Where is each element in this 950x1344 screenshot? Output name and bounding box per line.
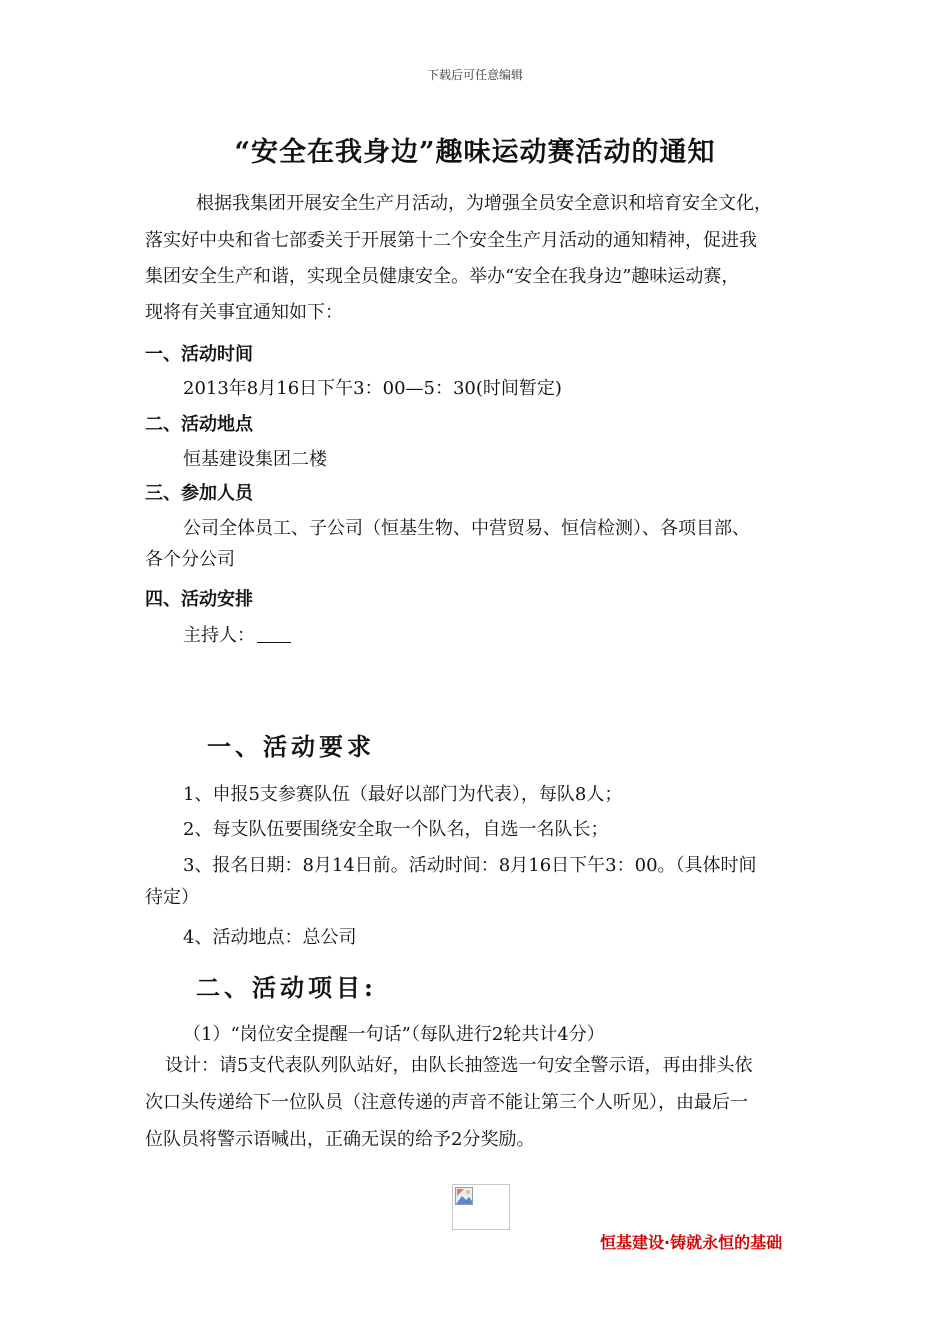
section-heading-time: 一、活动时间 bbox=[145, 344, 253, 365]
host-label: 主持人： bbox=[183, 625, 255, 646]
page-title: “安全在我身边”趣味运动赛活动的通知 bbox=[234, 137, 716, 168]
host-blank bbox=[257, 626, 291, 643]
requirement-item-4: 4、活动地点：总公司 bbox=[183, 927, 357, 948]
requirement-item-2: 2、每支队伍要围绕安全取一个队名，自选一名队长； bbox=[183, 819, 609, 840]
project-item-1-desc-2: 次口头传递给下一位队员（注意传递的声音不能让第三个人听见），由最后一 bbox=[145, 1092, 748, 1113]
project-item-1-desc-3: 位队员将警示语喊出，正确无误的给予2分奖励。 bbox=[145, 1129, 535, 1150]
section-text-place: 恒基建设集团二楼 bbox=[183, 449, 327, 470]
requirement-item-3-cont: 待定） bbox=[145, 887, 199, 908]
broken-image-icon bbox=[455, 1187, 473, 1205]
header-note: 下载后可任意编辑 bbox=[426, 68, 523, 82]
requirements-heading: 一、活动要求 bbox=[207, 732, 375, 761]
requirement-item-1: 1、申报5支参赛队伍（最好以部门为代表），每队8人； bbox=[183, 784, 623, 805]
intro-line-4: 现将有关事宜通知如下： bbox=[145, 302, 343, 323]
section-text-time: 2013年8月16日下午3：00—5：30(时间暂定) bbox=[183, 378, 562, 399]
intro-line-3: 集团安全生产和谐，实现全员健康安全。举办“安全在我身边”趣味运动赛， bbox=[145, 266, 740, 287]
section-text-people-2: 各个分公司 bbox=[145, 549, 235, 570]
requirement-item-3: 3、报名日期：8月14日前。活动时间：8月16日下午3：00。（具体时间 bbox=[183, 855, 757, 876]
project-item-1-desc-1: 设计：请5支代表队列队站好，由队长抽签选一句安全警示语，再由排头依 bbox=[165, 1055, 753, 1076]
section-heading-place: 二、活动地点 bbox=[145, 414, 253, 435]
intro-line-1: 根据我集团开展安全生产月活动，为增强全员安全意识和培育安全文化， bbox=[196, 193, 772, 214]
section-heading-people: 三、参加人员 bbox=[145, 483, 253, 504]
project-item-1-title: （1）“岗位安全提醒一句话”（每队进行2轮共计4分） bbox=[183, 1024, 605, 1045]
footer-slogan: 恒基建设·铸就永恒的基础 bbox=[600, 1233, 783, 1252]
section-heading-arrangement: 四、活动安排 bbox=[145, 589, 253, 610]
intro-line-2: 落实好中央和省七部委关于开展第十二个安全生产月活动的通知精神，促进我 bbox=[145, 230, 757, 251]
projects-heading: 二、活动项目: bbox=[196, 973, 377, 1002]
host-line bbox=[183, 621, 291, 647]
section-text-people-1: 公司全体员工、子公司（恒基生物、中营贸易、恒信检测）、各项目部、 bbox=[183, 518, 750, 539]
image-placeholder bbox=[452, 1184, 510, 1230]
